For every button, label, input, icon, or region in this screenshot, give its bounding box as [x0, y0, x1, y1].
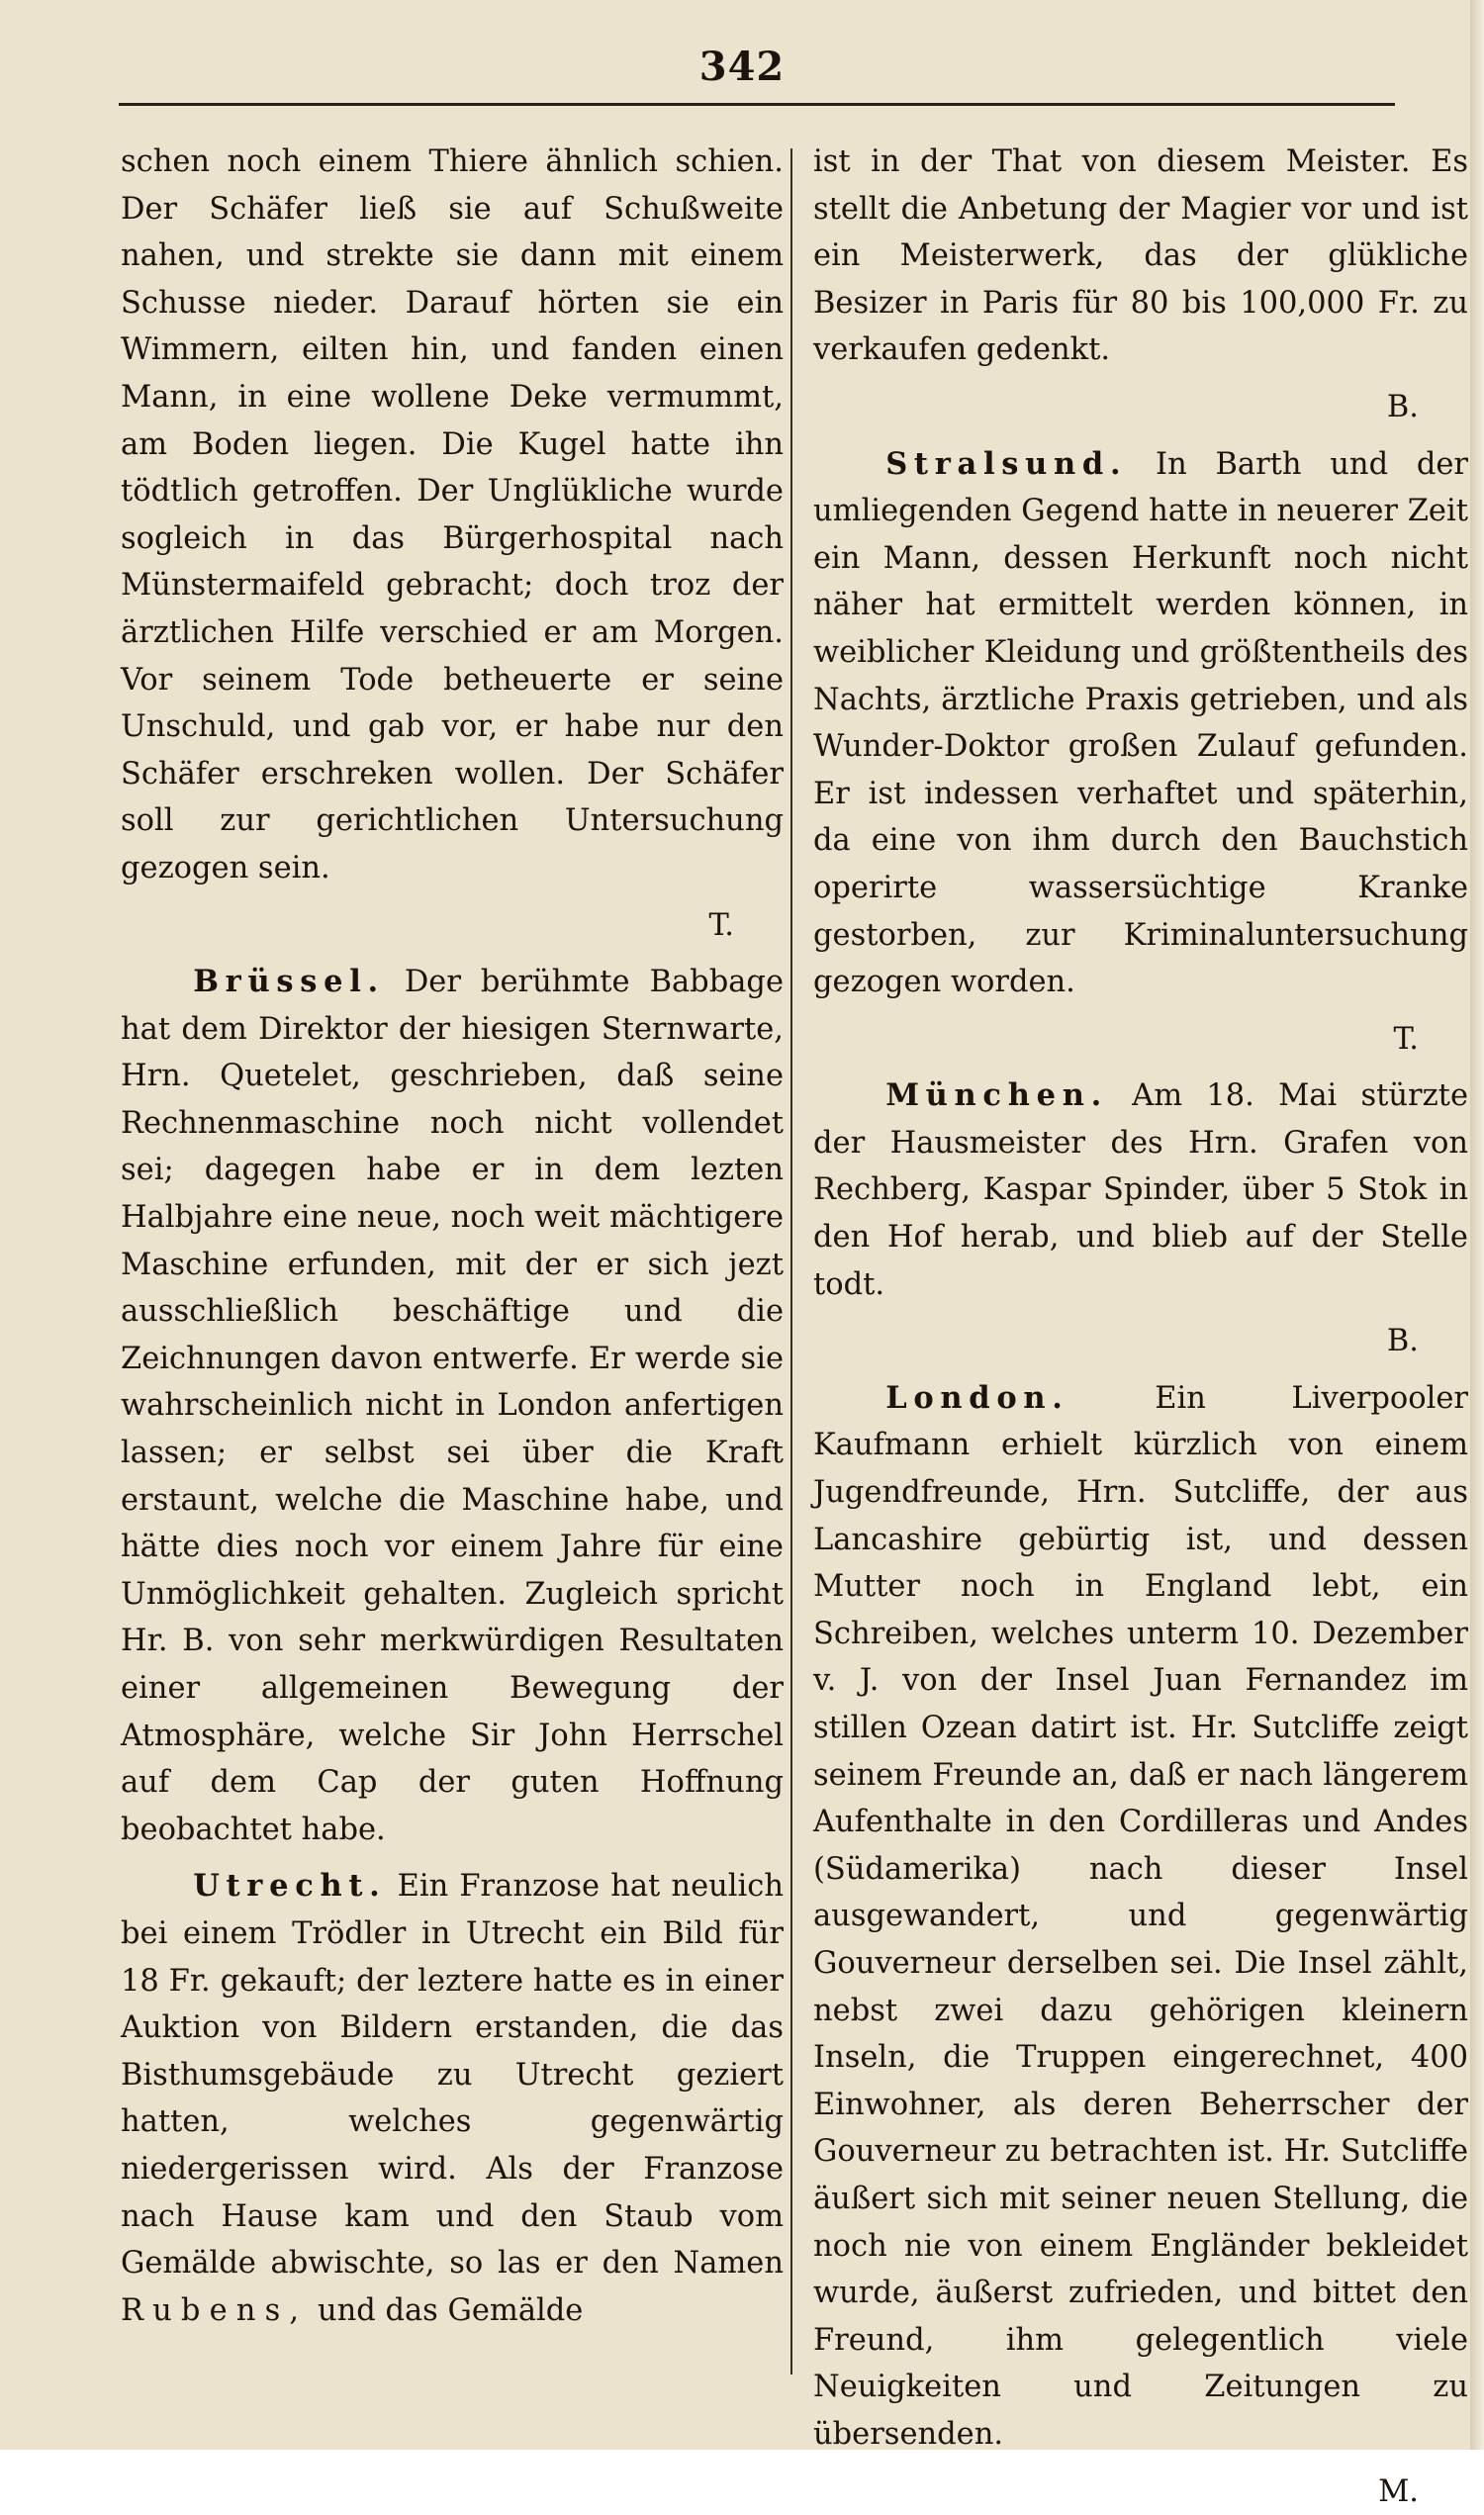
article-brussels [121, 959, 784, 1853]
article-munich [813, 1072, 1468, 1308]
article-signature: T. [121, 902, 784, 950]
left-column [121, 139, 784, 2334]
page-number: 342 [0, 44, 1484, 90]
article-signature: T. [813, 1016, 1468, 1064]
article-continuation [121, 139, 784, 892]
article-text: Der berühmte Babbage hat dem Direktor der hiesigen Sternwarte, Hrn. Quetelet, geschrieben, daß seine Rechnenmaschine noch nicht vollendet sei; dagegen habe er in dem lezten Halbjahre eine neue, noch weit mächtigere Maschine erfunden, mit der er sich jezt ausschließlich beschäftige und die Zeichnungen davon entwerfe. Er werde sie wahrscheinlich nicht in London anfertigen lassen; er selbst sei über die Kraft erstaunt, welche die Maschine habe, und hätte dies noch vor einem Jahre für eine Unmöglichkeit gehalten. Zugleich spricht Hr. B. von sehr merkwürdigen Resultaten einer allgemeinen Bewegung der Atmosphäre, welche Sir John Herrschel auf dem Cap der guten Hoffnung beobachtet habe. [121, 965, 784, 1847]
dateline: Stralsund. [885, 446, 1127, 482]
article-text: Am 18. Mai stürzte der Hausmeister des Hrn. Grafen von Rechberg, Kaspar Spinder, über 5 Stok in den Hof herab, und blieb auf der Stelle todt. [813, 1078, 1468, 1301]
column-divider [790, 148, 792, 2375]
article-text: Ein Franzose hat neulich bei einem Trödler in Utrecht ein Bild für 18 Fr. gekauft; der leztere hatte es in einer Auktion von Bildern erstanden, die das Bisthumsgebäude zu Utrecht geziert hatten, welches gegenwärtig niedergerissen wird. Als der Franzose nach Hause kam und den Staub vom Gemälde abwischte, so las er den Namen [121, 1869, 784, 2281]
dateline: London. [885, 1380, 1068, 1416]
article-stralsund [813, 441, 1468, 1006]
article-signature: M. [813, 2468, 1468, 2515]
right-column [813, 139, 1468, 2515]
article-signature: B. [813, 1318, 1468, 1365]
page-edge [1470, 0, 1484, 2450]
article-text: schen noch einem Thiere ähnlich schien. Der Schäfer ließ sie auf Schußweite nahen, und strekte sie dann mit einem Schusse nieder. Darauf hörten sie ein Wimmern, eilten hin, und fanden einen Mann, in eine wollene Deke vermummt, am Boden liegen. Die Kugel hatte ihn tödtlich getroffen. Der Unglükliche wurde sogleich in das Bürgerhospital nach Münstermaifeld gebracht; doch troz der ärztlichen Hilfe verschied er am Morgen. Vor seinem Tode betheuerte er seine Unschuld, und gab vor, er habe nur den Schäfer erschreken wollen. Der Schäfer soll zur gerichtlichen Untersuchung gezogen sein. [121, 144, 784, 885]
article-text: In Barth und der umliegenden Gegend hatte in neuerer Zeit ein Mann, dessen Herkunft noch nicht näher hat ermittelt werden können, in weiblicher Kleidung und größtentheils des Nachts, ärztliche Praxis getrieben, und als Wunder-Doktor großen Zulauf gefunden. Er ist indessen verhaftet und späterhin, da eine von ihm durch den Bauchstich operirte wassersüchtige Kranke gestorben, zur Kriminaluntersuchung gezogen worden. [813, 447, 1468, 1000]
article-utrecht [121, 1863, 784, 2334]
painter-name: Rubens, [121, 2293, 308, 2328]
dateline: München. [885, 1077, 1108, 1113]
article-signature: B. [813, 384, 1468, 431]
article-utrecht-continued [813, 139, 1468, 374]
article-text: Ein Liverpooler Kaufmann erhielt kürzlich von einem Jugendfreunde, Hrn. Sutcliffe, der aus Lancashire gebürtig ist, und dessen Mutter noch in England lebt, ein Schreiben, welches unterm 10. Dezember v. J. von der Insel Juan Fernandez im stillen Ozean datirt ist. Hr. Sutcliffe zeigt seinem Freunde an, daß er nach längerem Aufenthalte in den Cordilleras und Andes (Südamerika) nach dieser Insel ausgewandert, und gegenwärtig Gouverneur derselben sei. Die Insel zählt, nebst zwei dazu gehörigen kleinern Inseln, die Truppen eingerechnet, 400 Einwohner, als deren Beherrscher der Gouverneur zu betrachten ist. Hr. Sutcliffe äußert sich mit seiner neuen Stellung, die noch nie von einem Engländer bekleidet wurde, äußerst zufrieden, und bittet den Freund, ihm gelegentlich viele Neuigkeiten und Zeitungen zu übersenden. [813, 1381, 1468, 2452]
dateline: Brüssel. [193, 964, 385, 999]
dateline: Utrecht. [193, 1868, 386, 1904]
header-rule [119, 103, 1395, 106]
article-text-end: und das Gemälde [318, 2293, 583, 2328]
article-text: ist in der That von diesem Meister. Es stellt die Anbetung der Magier vor und ist ein Meisterwerk, das der glükliche Besizer in Paris für 80 bis 100,000 Fr. zu verkaufen gedenkt. [813, 144, 1468, 367]
article-london [813, 1375, 1468, 2459]
